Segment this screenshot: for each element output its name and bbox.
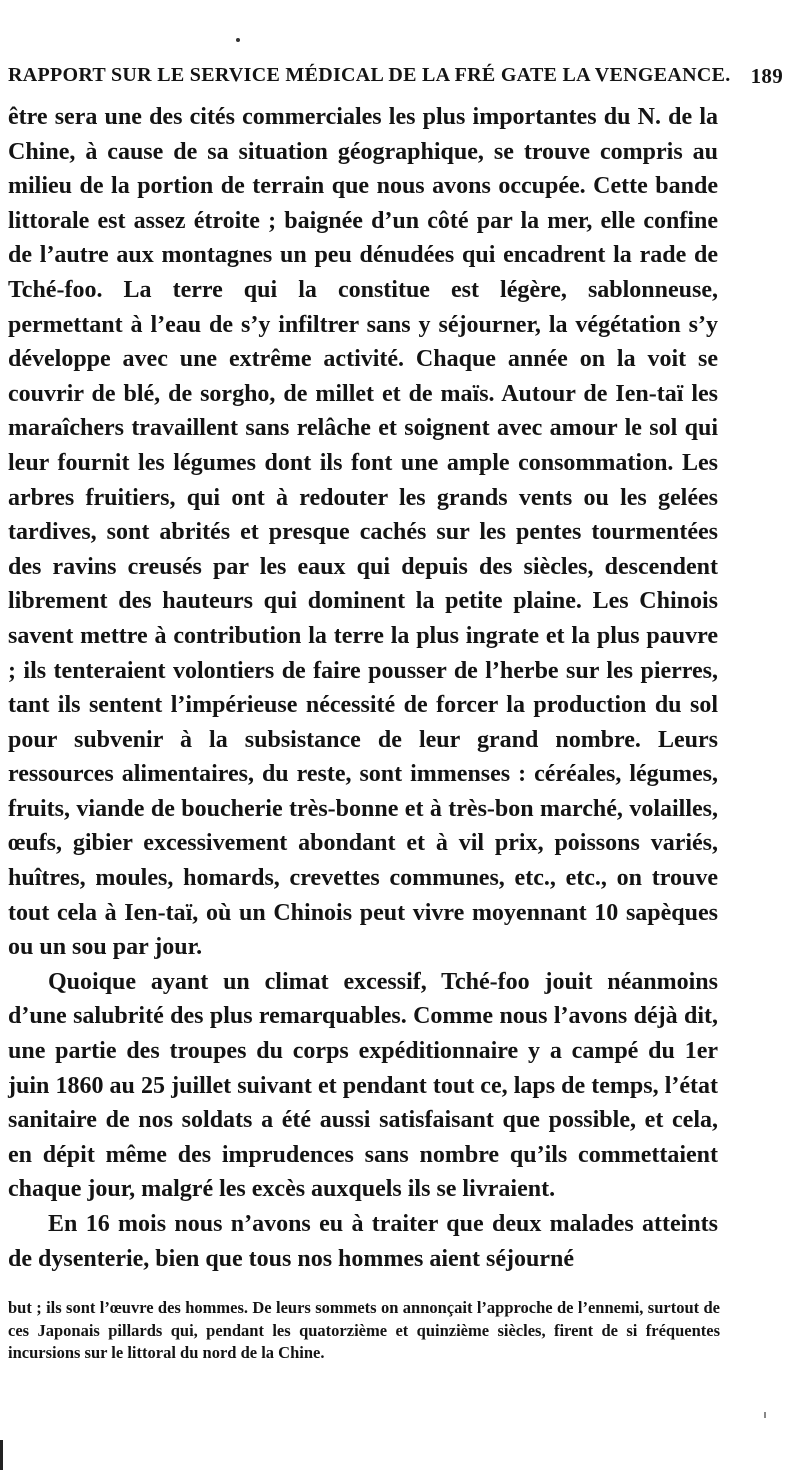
scan-edge-mark xyxy=(0,1440,3,1470)
ink-speck xyxy=(236,38,240,42)
running-header xyxy=(8,64,783,92)
paragraph-1: être sera une des cités commerciales les plus importantes du N. de la Chine, à cause de sa situation géographique, se trouve compris au milieu de la portion de terrain que nous avons occupée. Cette bande littorale est assez étroite ; baignée d’un côté par la mer, elle confine de l’autre aux montagnes un peu dénudées qui encadrent la rade de Tché-foo. La terre qui la constitue est légère, sablonneuse, permettant à l’eau de s’y infiltrer sans y séjourner, la végétation s’y développe avec une extrême activité. Chaque année on la voit se couvrir de blé, de sorgho, de millet et de maïs. Autour de Ien-taï les maraîchers travaillent sans relâche et soignent avec amour le sol qui leur fournit les légumes dont ils font une ample consommation. Les arbres fruitiers, qui ont à redouter les grands vents ou les gelées tardives, sont abrités et presque cachés sur les pentes tourmentées des ravins creusés par les eaux qui depuis des siècles, descendent librement des hauteurs qui dominent la petite plaine. Les Chinois savent mettre à contribution la terre la plus ingrate et la plus pauvre ; ils tenteraient volontiers de faire pousser de l’herbe sur les pierres, tant ils sentent l’impérieuse nécessité de forcer la production du sol pour subvenir à la subsistance de leur grand nombre. Leurs ressources alimentaires, du reste, sont immenses : céréales, légumes, fruits, viande de boucherie très-bonne et à très-bon marché, volailles, œufs, gibier excessivement abondant et à vil prix, poissons variés, huîtres, moules, homards, crevettes communes, etc., etc., on trouve tout cela à Ien-taï, où un Chinois peut vivre moyennant 10 sapèques ou un sou par jour. xyxy=(8,104,718,961)
footnote: but ; ils sont l’œuvre des hommes. De leurs sommets on annonçait l’approche de l’ennemi, surtout de ces Japonais pillards qui, pendant les quatorzième et quinzième siècles, firent de si fréquentes incursions sur le littoral du nord de la Chine. xyxy=(8,1298,720,1362)
paragraph-2: Quoique ayant un climat excessif, Tché-foo jouit néanmoins d’une salubrité des plus remarquables. Comme nous l’avons déjà dit, une partie des troupes du corps expéditionnaire y a campé du 1er juin 1860 au 25 juillet suivant et pendant tout ce, laps de temps, l’état sanitaire de nos soldats a été aussi satisfaisant que possible, et cela, en dépit même des imprudences sans nombre qu’ils commettaient chaque jour, malgré les excès auxquels ils se livraient. xyxy=(8,968,718,1203)
main-text xyxy=(8,100,718,1276)
paragraph-3: En 16 mois nous n’avons eu à traiter que deux malades atteints de dysenterie, bien que tous nos hommes aient séjourné xyxy=(8,1211,718,1272)
running-header-title: RAPPORT SUR LE SERVICE MÉDICAL DE LA FRÉ GATE LA VENGEANCE. xyxy=(8,64,731,86)
page-number: 189 xyxy=(750,64,783,88)
scan-speck xyxy=(764,1412,766,1418)
